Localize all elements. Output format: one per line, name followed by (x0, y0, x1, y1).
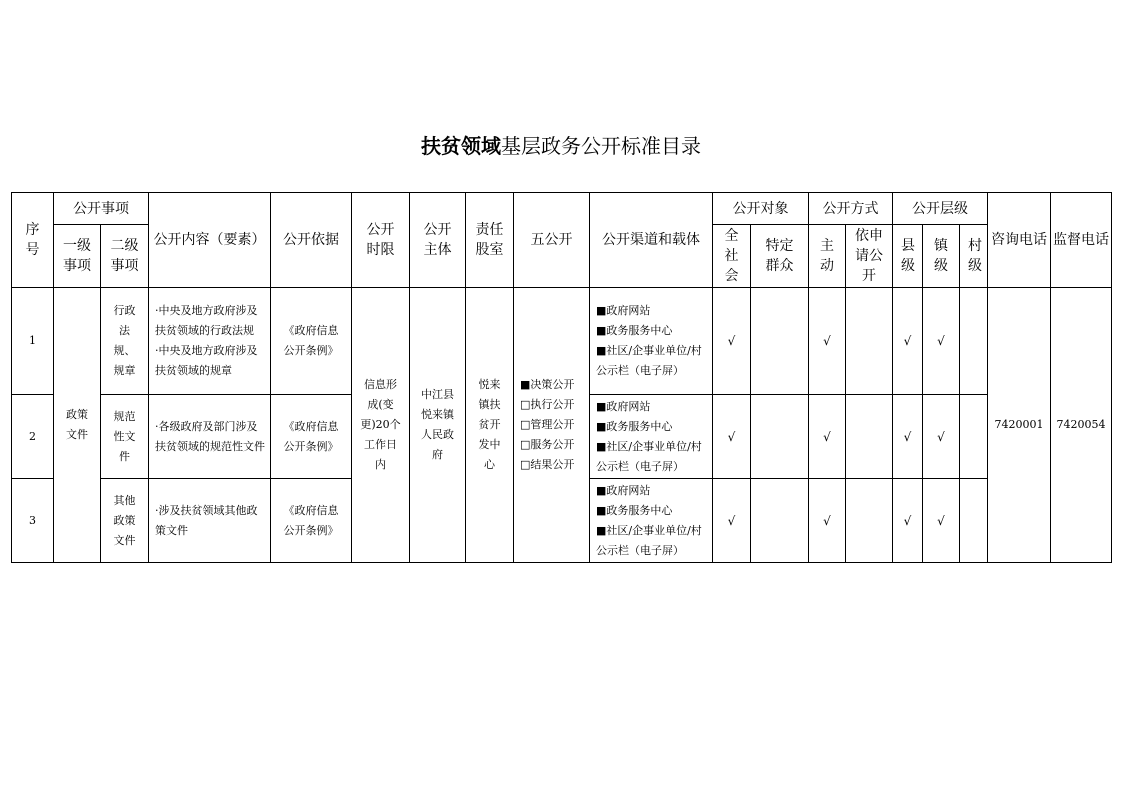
five-public-cell (514, 288, 590, 563)
channel-item: ■社区/企事业单位/村公示栏（电子屏） (596, 523, 702, 557)
check-level-town: √ (923, 479, 960, 563)
supervise-phone-cell: 7420054 (1051, 288, 1112, 563)
header-content: 公开内容（要素） (149, 193, 271, 288)
row-level2: 其他政策文件 (101, 479, 149, 563)
header-items: 公开事项 (54, 193, 149, 225)
five-public-item: □执行公开 (520, 398, 575, 411)
header-level-town: 镇级 (923, 225, 960, 288)
channel-item: ■政府网站 (596, 399, 651, 413)
row-channels (590, 288, 713, 395)
check-method-request (846, 395, 893, 479)
check-method-active: √ (809, 288, 846, 395)
five-public-item: □结果公开 (520, 458, 575, 471)
subject-cell: 中江县悦来镇人民政府 (410, 288, 466, 563)
check-method-request (846, 479, 893, 563)
content-item: ·涉及扶贫领域其他政策文件 (155, 503, 258, 537)
check-target-specific (751, 479, 809, 563)
header-level1: 一级事项 (54, 225, 101, 288)
check-target-all: √ (713, 479, 751, 563)
five-public-item: ■决策公开 (520, 378, 575, 391)
header-five-public: 五公开 (514, 193, 590, 288)
row-basis: 《政府信息公开条例》 (271, 395, 352, 479)
header-channel: 公开渠道和载体 (590, 193, 713, 288)
consult-phone-cell: 7420001 (988, 288, 1051, 563)
header-supervise-phone: 监督电话 (1051, 193, 1112, 288)
header-dept: 责任股室 (466, 193, 514, 288)
header-method-request: 依申请公开 (846, 225, 893, 288)
check-target-all: √ (713, 288, 751, 395)
header-level: 公开层级 (893, 193, 988, 225)
row-seq: 1 (12, 288, 54, 395)
header-consult-phone: 咨询电话 (988, 193, 1051, 288)
header-level2: 二级事项 (101, 225, 149, 288)
row-basis: 《政府信息公开条例》 (271, 288, 352, 395)
channel-item: ■政务服务中心 (596, 419, 673, 433)
row-channels (590, 395, 713, 479)
channel-item: ■政府网站 (596, 304, 651, 317)
check-level-town: √ (923, 288, 960, 395)
channel-item: ■政务服务中心 (596, 324, 673, 337)
document-title (0, 131, 1122, 161)
row-channels (590, 479, 713, 563)
five-public-item: □管理公开 (520, 418, 575, 431)
check-target-all: √ (713, 395, 751, 479)
check-level-village (960, 479, 988, 563)
check-method-active: √ (809, 395, 846, 479)
channel-item: ■社区/企事业单位/村公示栏（电子屏） (596, 439, 702, 473)
header-method-active: 主动 (809, 225, 846, 288)
channel-item: ■社区/企事业单位/村公示栏（电子屏） (596, 344, 702, 377)
content-item: ·各级政府及部门涉及扶贫领域的规范性文件 (155, 419, 265, 453)
content-item: ·中央及地方政府涉及扶贫领域的行政法规 (155, 304, 258, 337)
header-level-village: 村级 (960, 225, 988, 288)
check-level-village (960, 395, 988, 479)
row-content (149, 479, 271, 563)
check-target-specific (751, 288, 809, 395)
time-limit-cell: 信息形成(变更)20个工作日内 (352, 288, 410, 563)
row-seq: 2 (12, 395, 54, 479)
row-level2: 规范性文件 (101, 395, 149, 479)
header-method: 公开方式 (809, 193, 893, 225)
check-method-active: √ (809, 479, 846, 563)
header-seq: 序号 (12, 193, 54, 288)
check-level-county: √ (893, 288, 923, 395)
title-bold: 扶贫领域 (421, 134, 501, 158)
check-method-request (846, 288, 893, 395)
channel-item: ■政务服务中心 (596, 503, 673, 517)
check-level-county: √ (893, 479, 923, 563)
five-public-item: □服务公开 (520, 438, 575, 451)
title-rest: 基层政务公开标准目录 (501, 134, 701, 158)
header-basis: 公开依据 (271, 193, 352, 288)
header-time-limit: 公开时限 (352, 193, 410, 288)
header-target-all: 全社会 (713, 225, 751, 288)
table-row (12, 288, 1112, 395)
row-content (149, 395, 271, 479)
check-level-town: √ (923, 395, 960, 479)
row-seq: 3 (12, 479, 54, 563)
header-subject: 公开主体 (410, 193, 466, 288)
row-level2: 行政法规、规章 (101, 288, 149, 395)
check-level-village (960, 288, 988, 395)
row-basis: 《政府信息公开条例》 (271, 479, 352, 563)
content-item: ·中央及地方政府涉及扶贫领域的规章 (155, 344, 258, 377)
header-target-specific: 特定群众 (751, 225, 809, 288)
check-level-county: √ (893, 395, 923, 479)
dept-cell: 悦来镇扶贫开发中心 (466, 288, 514, 563)
level1-cell: 政策文件 (54, 288, 101, 563)
catalog-table (11, 192, 1112, 563)
check-target-specific (751, 395, 809, 479)
row-content (149, 288, 271, 395)
channel-item: ■政府网站 (596, 483, 651, 497)
header-level-county: 县级 (893, 225, 923, 288)
header-target: 公开对象 (713, 193, 809, 225)
